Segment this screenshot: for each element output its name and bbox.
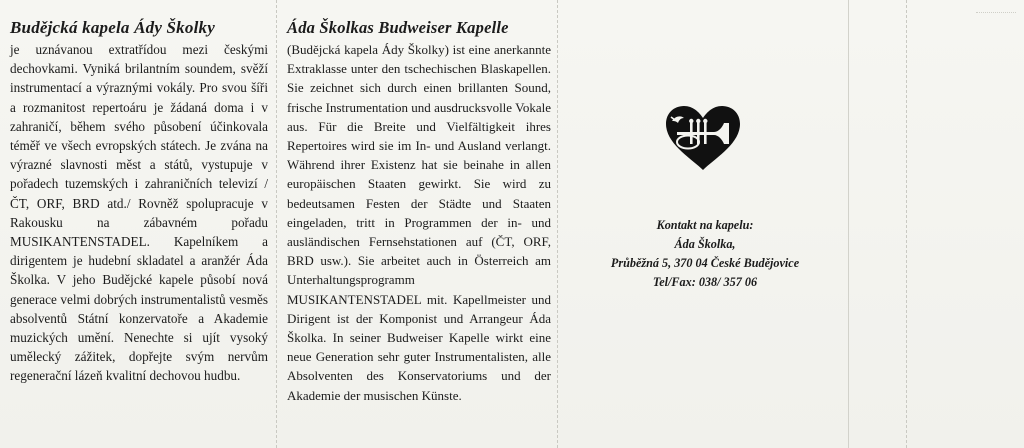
contact-phone: Tel/Fax: 038/ 357 06 <box>652 275 758 289</box>
german-body-text: (Budějcká kapela Ády Školky) ist eine anerkannte Extraklasse unter den tschechischen Blaskapellen. Sie zeichnet sich durch einen brillanten Sound, frische Instrumentation und ausdrucksvolle Vokale aus. Für die Breite und Vielfältigkeit ihres Repertoires wird sie im In- und Ausland verlangt. Während ihrer Existenz hat sie beinahe in allen europäischen Staaten gewirkt. Sie wird zu bedeutsamen Festen der Städte und Staaten eingeladen, tritt in Programmen der in- und ausländischen Fernsehstationen auf (ČT, ORF, BRD usw.). Sie arbeitet auch in Österreich am Unterhaltungsprogramm MUSIKANTENSTADEL mit. Kapellmeister und Dirigent ist der Komponist und Arrangeur Áda Školka. In seiner Budweiser Kapelle wirkt eine neue Generation sehr guter Instrumentalisten, alle Absolventen des Konservatoriums und der Akademie der musischen Künste. <box>287 42 551 403</box>
contact-name: Áda Školka, <box>674 237 736 251</box>
czech-panel <box>10 18 268 386</box>
german-heading: Áda Školkas Budweiser Kapelle <box>287 18 509 37</box>
edge-mark <box>976 12 1016 23</box>
czech-body-text: je uznávanou extratřídou mezi českými dechovkami. Vyniká brilantním soundem, svěží instrumentací a výraznými vokály. Pro svou šíři a rozmanitost repertoáru je žádaná doma i v zahraničí, během svého působení účinkovala téměř ve všech evropských státech. Je zvána na výrazné slavnosti měst a států, vystupuje v pořadech tuzemských i zahraničních televizí /ČT, ORF, BRD atd./ Rovněž spolupracuje v Rakousku na zábavném pořadu MUSIKANTENSTADEL. Kapelníkem a dirigentem je hudební skladatel a aranžér Áda Školka. V jeho Budějcké kapele působí nová generace velmi dobrých instrumentalistů vesměs absolventů Státní konzervatoře a Akademie muzických umění. Nenechte si ujít vysoký umělecký zážitek, dopřejte svým nervům regenerační lázeň kvalitní dechovou hudbu. <box>10 42 268 384</box>
fold-line <box>848 0 849 448</box>
fold-line <box>276 0 277 448</box>
czech-heading: Budějcká kapela Ády Školky <box>10 18 215 37</box>
german-panel <box>287 18 551 405</box>
contact-title: Kontakt na kapelu: <box>656 218 754 232</box>
fold-line <box>906 0 907 448</box>
contact-address: Průběžná 5, 370 04 České Budějovice <box>610 256 800 270</box>
fold-line <box>557 0 558 448</box>
contact-block <box>570 216 840 292</box>
heart-trumpet-icon <box>662 104 744 172</box>
